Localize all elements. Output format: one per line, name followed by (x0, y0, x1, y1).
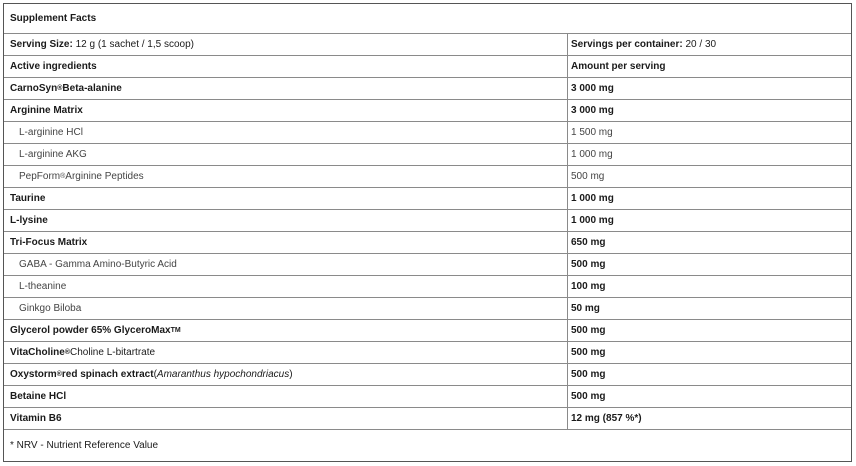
ingredient-amount: 12 mg (857 %*) (571, 413, 642, 424)
table-row (4, 210, 851, 232)
table-title: Supplement Facts (10, 13, 97, 24)
ingredient-name: Vitamin B6 (10, 413, 62, 424)
ingredient-amount: 500 mg (571, 391, 606, 402)
servings-per-container-value: 20 / 30 (685, 39, 717, 50)
ingredient-amount: 1 000 mg (571, 149, 613, 160)
ingredient-name: Betaine HCl (10, 391, 67, 402)
serving-size-label: Serving Size: (10, 39, 73, 50)
ingredient-amount: 1 500 mg (571, 127, 613, 138)
ingredient-name: L-theanine (19, 281, 67, 292)
serving-row (4, 34, 851, 56)
ingredient-amount: 650 mg (571, 237, 606, 248)
title-row (4, 4, 851, 34)
ingredient-name: GABA - Gamma Amino-Butyric Acid (19, 259, 177, 270)
ingredient-name: CarnoSyn (10, 83, 58, 94)
ingredient-amount: 500 mg (571, 259, 606, 270)
ingredient-name: L-arginine HCl (19, 127, 83, 138)
amount-header: Amount per serving (571, 61, 666, 72)
serving-size-value: 12 g (1 sachet / 1,5 scoop) (75, 39, 194, 50)
ingredient-amount: 3 000 mg (571, 105, 614, 116)
table-row (4, 122, 851, 144)
ingredient-name: L-arginine AKG (19, 149, 87, 160)
table-row (4, 276, 851, 298)
table-row: Oxystorm ® red spinach extract ( Amaranthus hypochondriacus ) 500 mg (4, 364, 851, 386)
table-row (4, 188, 851, 210)
table-row: Glycerol powder 65% GlyceroMax TM 500 mg (4, 320, 851, 342)
footnote-row (4, 430, 851, 461)
ingredient-name: Oxystorm (10, 369, 57, 380)
ingredient-name-rest: red spinach extract (61, 369, 154, 380)
ingredient-name: L-lysine (10, 215, 48, 226)
ingredient-amount: 500 mg (571, 171, 605, 182)
ingredient-amount: 1 000 mg (571, 193, 614, 204)
paren-open: ( (153, 369, 157, 380)
ingredient-name: Ginkgo Biloba (19, 303, 82, 314)
paren-close: ) (289, 369, 293, 380)
footnote: * NRV - Nutrient Reference Value (10, 440, 159, 451)
ingredient-name: PepForm (19, 171, 61, 182)
ingredient-amount: 50 mg (571, 303, 600, 314)
ingredient-name: Glycerol powder 65% GlyceroMax (10, 325, 171, 336)
table-row (4, 100, 851, 122)
ingredient-name-rest: Beta-alanine (62, 83, 122, 94)
table-row: VitaCholine ® Choline L-bitartrate 500 mg (4, 342, 851, 364)
ingredient-name: VitaCholine (10, 347, 65, 358)
table-row (4, 298, 851, 320)
active-ingredients-header: Active ingredients (10, 61, 97, 72)
latin-name: Amaranthus hypochondriacus (156, 369, 290, 380)
table-row: CarnoSyn ® Beta-alanine 3 000 mg (4, 78, 851, 100)
table-row (4, 254, 851, 276)
ingredient-amount: 100 mg (571, 281, 606, 292)
ingredient-name-rest: Arginine Peptides (65, 171, 144, 182)
supplement-facts-table (3, 3, 852, 462)
ingredient-amount: 500 mg (571, 369, 606, 380)
table-row (4, 232, 851, 254)
ingredient-name-rest: Choline L-bitartrate (70, 347, 156, 358)
header-row (4, 56, 851, 78)
servings-per-container-label: Servings per container: (571, 39, 683, 50)
ingredient-name: Tri-Focus Matrix (10, 237, 88, 248)
table-row (4, 144, 851, 166)
table-row: PepForm ® Arginine Peptides 500 mg (4, 166, 851, 188)
table-row (4, 386, 851, 408)
table-row (4, 408, 851, 430)
ingredient-amount: 500 mg (571, 325, 606, 336)
ingredient-amount: 500 mg (571, 347, 606, 358)
ingredient-amount: 3 000 mg (571, 83, 614, 94)
ingredient-name: Taurine (10, 193, 46, 204)
ingredient-name: Arginine Matrix (10, 105, 83, 116)
ingredient-amount: 1 000 mg (571, 215, 614, 226)
